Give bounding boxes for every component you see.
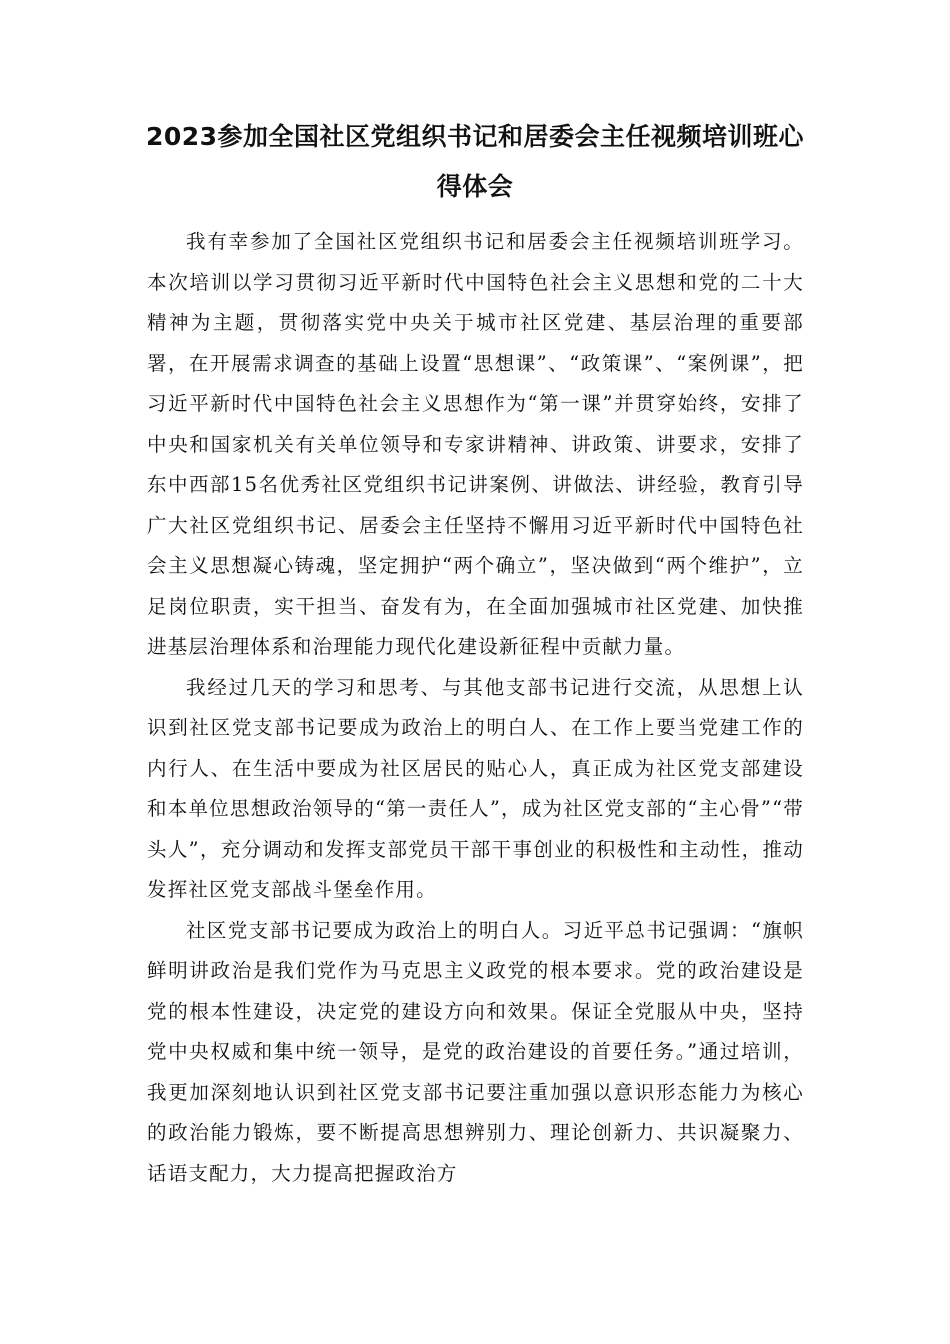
paragraph-3: 社区党支部书记要成为政治上的明白人。习近平总书记强调：“旗帜鲜明讲政治是我们党作为马克思主义政党的根本要求。党的政治建设是党的根本性建设，决定党的建设方向和效果。保证全党服从中央，坚持党中央权威和集中统一领导，是党的政治建设的首要任务。”通过培训，我更加深刻地认识到社区党支部书记要注重加强以意识形态能力为核心的政治能力锻炼，要不断提高思想辨别力、理论创新力、共识凝聚力、话语支配力，大力提高把握政治方	[147, 918, 804, 1185]
document-body	[147, 222, 804, 1194]
document-title: 2023参加全国社区党组织书记和居委会主任视频培训班心得体会	[145, 122, 805, 201]
paragraph-2: 我经过几天的学习和思考、与其他支部书记进行交流，从思想上认识到社区党支部书记要成为政治上的明白人、在工作上要当党建工作的内行人、在生活中要成为社区居民的贴心人，真正成为社区党支部建设和本单位思想政治领导的“第一责任人”，成为社区党支部的“主心骨”“带头人”，充分调动和发挥支部党员干部干事创业的积极性和主动性，推动发挥社区党支部战斗堡垒作用。	[147, 675, 804, 901]
paragraph-1: 我有幸参加了全国社区党组织书记和居委会主任视频培训班学习。本次培训以学习贯彻习近平新时代中国特色社会主义思想和党的二十大精神为主题，贯彻落实党中央关于城市社区党建、基层治理的重要部署，在开展需求调查的基础上设置“思想课”、“政策课”、“案例课”，把习近平新时代中国特色社会主义思想作为“第一课”并贯穿始终，安排了中央和国家机关有关单位领导和专家讲精神、讲政策、讲要求，安排了东中西部15名优秀社区党组织书记讲案例、讲做法、讲经验，教育引导广大社区党组织书记、居委会主任坚持不懈用习近平新时代中国特色社会主义思想凝心铸魂，坚定拥护“两个确立”，坚决做到“两个维护”，立足岗位职责，实干担当、奋发有为，在全面加强城市社区党建、加快推进基层治理体系和治理能力现代化建设新征程中贡献力量。	[147, 230, 804, 658]
